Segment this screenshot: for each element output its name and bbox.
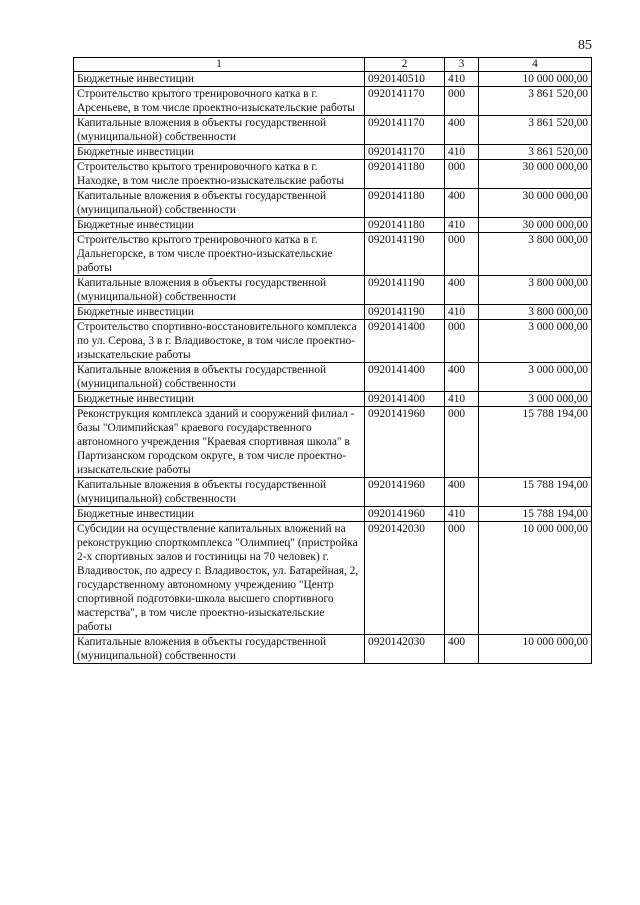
row-amount: 30 000 000,00: [479, 160, 592, 189]
row-kind: 410: [445, 305, 479, 320]
table-row: [74, 189, 592, 218]
row-code: 0920141400: [365, 320, 445, 363]
row-amount: 15 788 194,00: [479, 478, 592, 507]
row-kind: 400: [445, 363, 479, 392]
row-kind: 410: [445, 145, 479, 160]
row-kind: 000: [445, 233, 479, 276]
row-name: Капитальные вложения в объекты государственной (муниципальной) собственности: [74, 363, 365, 392]
table-row: [74, 72, 592, 87]
row-kind: 400: [445, 116, 479, 145]
row-amount: 3 000 000,00: [479, 320, 592, 363]
table-row: [74, 320, 592, 363]
budget-table: [73, 57, 592, 664]
row-kind: 400: [445, 635, 479, 664]
row-code: 0920141170: [365, 116, 445, 145]
row-code: 0920142030: [365, 522, 445, 635]
row-kind: 000: [445, 522, 479, 635]
row-code: 0920141400: [365, 392, 445, 407]
row-kind: 410: [445, 392, 479, 407]
row-amount: 30 000 000,00: [479, 218, 592, 233]
row-kind: 410: [445, 218, 479, 233]
row-code: 0920141190: [365, 276, 445, 305]
row-name: Бюджетные инвестиции: [74, 218, 365, 233]
row-name: Капитальные вложения в объекты государственной (муниципальной) собственности: [74, 116, 365, 145]
row-amount: 30 000 000,00: [479, 189, 592, 218]
row-kind: 000: [445, 407, 479, 478]
row-name: Капитальные вложения в объекты государственной (муниципальной) собственности: [74, 635, 365, 664]
table-row: [74, 87, 592, 116]
table-row: [74, 145, 592, 160]
row-amount: 3 861 520,00: [479, 116, 592, 145]
row-code: 0920141180: [365, 160, 445, 189]
row-name: Бюджетные инвестиции: [74, 305, 365, 320]
table-row: [74, 276, 592, 305]
row-name: Строительство крытого тренировочного катка в г. Арсеньеве, в том числе проектно-изыскательские работы: [74, 87, 365, 116]
row-amount: 3 000 000,00: [479, 363, 592, 392]
header-col-1: 1: [74, 58, 365, 72]
row-name: Бюджетные инвестиции: [74, 507, 365, 522]
table-row: [74, 478, 592, 507]
row-name: Реконструкция комплекса зданий и сооружений филиал - базы "Олимпийская" краевого государственного автономного учреждения "Краевая спортивная школа" в Партизанском городском округе, в том числе проектно-изыскательские работы: [74, 407, 365, 478]
table-row: [74, 635, 592, 664]
table-row: [74, 363, 592, 392]
table-row: [74, 218, 592, 233]
page-number: 85: [578, 38, 592, 53]
table-row: [74, 305, 592, 320]
row-kind: 000: [445, 160, 479, 189]
table-row: [74, 507, 592, 522]
row-amount: 3 861 520,00: [479, 87, 592, 116]
row-name: Строительство крытого тренировочного катка в г. Дальнегорске, в том числе проектно-изыскательские работы: [74, 233, 365, 276]
table-row: [74, 160, 592, 189]
row-amount: 10 000 000,00: [479, 635, 592, 664]
row-name: Субсидии на осуществление капитальных вложений на реконструкцию спорткомплекса "Олимпиец" (пристройка 2-х спортивных залов и гостиницы на 70 человек) г. Владивосток, по адресу г. Владивосток, ул. Батарейная, 2, государственному автономному учреждению "Центр спортивной подготовки-школа высшего спортивного мастерства", в том числе проектно-изыскательские работы: [74, 522, 365, 635]
row-name: Бюджетные инвестиции: [74, 145, 365, 160]
row-kind: 400: [445, 189, 479, 218]
row-name: Бюджетные инвестиции: [74, 72, 365, 87]
row-kind: 410: [445, 72, 479, 87]
row-kind: 400: [445, 478, 479, 507]
row-code: 0920141170: [365, 145, 445, 160]
header-row: [74, 58, 592, 72]
row-kind: 000: [445, 320, 479, 363]
row-name: Строительство спортивно-восстановительного комплекса по ул. Серова, 3 в г. Владивостоке, в том числе проектно-изыскательские работы: [74, 320, 365, 363]
row-name: Бюджетные инвестиции: [74, 392, 365, 407]
row-amount: 10 000 000,00: [479, 72, 592, 87]
row-code: 0920141170: [365, 87, 445, 116]
header-col-2: 2: [365, 58, 445, 72]
row-name: Капитальные вложения в объекты государственной (муниципальной) собственности: [74, 478, 365, 507]
row-kind: 400: [445, 276, 479, 305]
row-amount: 15 788 194,00: [479, 507, 592, 522]
table-row: [74, 116, 592, 145]
row-amount: 3 800 000,00: [479, 276, 592, 305]
row-code: 0920141180: [365, 189, 445, 218]
row-code: 0920141180: [365, 218, 445, 233]
row-code: 0920141190: [365, 305, 445, 320]
row-code: 0920141190: [365, 233, 445, 276]
row-amount: 3 800 000,00: [479, 233, 592, 276]
row-kind: 000: [445, 87, 479, 116]
row-amount: 3 800 000,00: [479, 305, 592, 320]
row-code: 0920141960: [365, 478, 445, 507]
row-amount: 15 788 194,00: [479, 407, 592, 478]
row-amount: 3 000 000,00: [479, 392, 592, 407]
table-row: [74, 522, 592, 635]
row-code: 0920141960: [365, 507, 445, 522]
table-row: [74, 233, 592, 276]
row-name: Строительство крытого тренировочного катка в г. Находке, в том числе проектно-изыскательские работы: [74, 160, 365, 189]
row-name: Капитальные вложения в объекты государственной (муниципальной) собственности: [74, 276, 365, 305]
row-kind: 410: [445, 507, 479, 522]
row-amount: 3 861 520,00: [479, 145, 592, 160]
row-code: 0920142030: [365, 635, 445, 664]
header-col-4: 4: [479, 58, 592, 72]
row-code: 0920141960: [365, 407, 445, 478]
row-code: 0920141400: [365, 363, 445, 392]
row-code: 0920140510: [365, 72, 445, 87]
table-row: [74, 407, 592, 478]
row-amount: 10 000 000,00: [479, 522, 592, 635]
row-name: Капитальные вложения в объекты государственной (муниципальной) собственности: [74, 189, 365, 218]
header-col-3: 3: [445, 58, 479, 72]
table-row: [74, 392, 592, 407]
